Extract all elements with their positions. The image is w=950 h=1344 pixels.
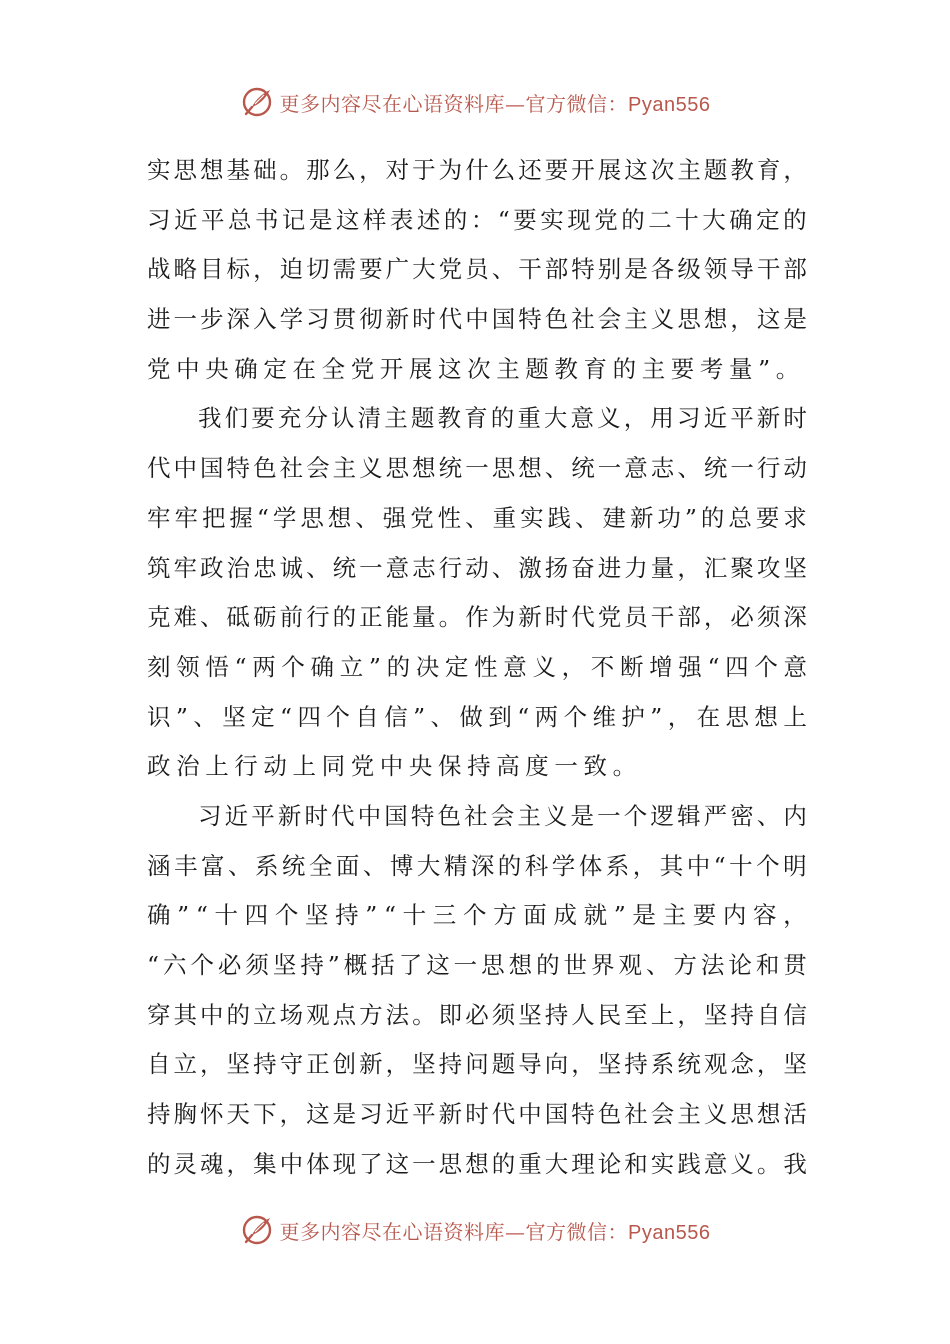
quill-seal-icon xyxy=(240,1213,274,1247)
watermark-text xyxy=(280,88,711,117)
watermark-chinese-text: 更多内容尽在心语资料库—官方微信： xyxy=(279,1219,629,1244)
watermark-text xyxy=(280,1216,711,1245)
text-line: 穿 其 中 的 立 场 观 点 方 法 。 即 必 须 坚 持 人 民 至 上 ， 坚 持 自 信 xyxy=(147,1000,807,1029)
text-line: 筑 牢 政 治 忠 诚 、 统 一 意 志 行 动 、 激 扬 奋 进 力 量 ， 汇 聚 攻 坚 xyxy=(147,553,807,582)
wechat-account: Pyan556 xyxy=(628,1221,711,1244)
text-line: 刻 领 悟 “ 两 个 确 立 ” 的 决 定 性 意 义 ， 不 断 增 强 “ 四 个 意 xyxy=(147,652,807,681)
text-line: 的 灵 魂 ， 集 中 体 现 了 这 一 思 想 的 重 大 理 论 和 实 践 意 义 。 我 xyxy=(147,1149,807,1178)
watermark-chinese-text: 更多内容尽在心语资料库—官方微信： xyxy=(279,91,629,116)
text-line: 我 们 要 充 分 认 清 主 题 教 育 的 重 大 意 义 ， 用 习 近 平 新 时 xyxy=(198,404,807,433)
text-line: 自 立 ， 坚 持 守 正 创 新 ， 坚 持 问 题 导 向 ， 坚 持 系 统 观 念 ， 坚 xyxy=(147,1050,807,1079)
text-line: 牢 牢 把 握 “ 学 思 想 、 强 党 性 、 重 实 践 、 建 新 功 ” 的 总 要 求 xyxy=(147,503,807,532)
document-body xyxy=(147,146,807,1189)
text-line: 进 一 步 深 入 学 习 贯 彻 新 时 代 中 国 特 色 社 会 主 义 思 想 ， 这 是 xyxy=(147,305,807,334)
text-line: 识 ” 、 坚 定 “ 四 个 自 信 ” 、 做 到 “ 两 个 维 护 ” ， 在 思 想 上 xyxy=(147,702,807,731)
text-line: 政治上行动上同党中央保持高度一致。 xyxy=(147,752,642,781)
footer-watermark-banner xyxy=(0,1208,950,1252)
text-line: 持 胸 怀 天 下 ， 这 是 习 近 平 新 时 代 中 国 特 色 社 会 主 义 思 想 活 xyxy=(147,1100,807,1129)
text-line: 战 略 目 标 ， 迫 切 需 要 广 大 党 员 、 干 部 特 别 是 各 级 领 导 干 部 xyxy=(147,255,807,284)
header-watermark-banner xyxy=(0,80,950,124)
text-line: 克 难 、 砥 砺 前 行 的 正 能 量 。 作 为 新 时 代 党 员 干 部 ， 必 须 深 xyxy=(147,603,807,632)
text-line: 习 近 平 新 时 代 中 国 特 色 社 会 主 义 是 一 个 逻 辑 严 密 、 内 xyxy=(198,801,807,830)
text-line: 代 中 国 特 色 社 会 主 义 思 想 统 一 思 想 、 统 一 意 志 、 统 一 行 动 xyxy=(147,454,807,483)
text-line: 实 思 想 基 础 。 那 么 ， 对 于 为 什 么 还 要 开 展 这 次 主 题 教 育 ， xyxy=(147,156,807,184)
text-line: 涵 丰 富 、 系 统 全 面 、 博 大 精 深 的 科 学 体 系 ， 其 中 “ 十 个 明 xyxy=(147,851,807,880)
wechat-account: Pyan556 xyxy=(628,93,711,116)
text-line: 党中央确定在全党开展这次主题教育的主要考量”。 xyxy=(147,354,805,383)
text-line: 习 近 平 总 书 记 是 这 样 表 述 的 ： “ 要 实 现 党 的 二 十 大 确 定 的 xyxy=(147,205,807,234)
text-line: “ 六 个 必 须 坚 持 ” 概 括 了 这 一 思 想 的 世 界 观 、 方 法 论 和 贯 xyxy=(147,951,807,979)
text-line: 确 ” “ 十 四 个 坚 持 ” “ 十 三 个 方 面 成 就 ” 是 主 要 内 容 ， xyxy=(147,901,807,930)
quill-seal-icon xyxy=(240,85,274,119)
